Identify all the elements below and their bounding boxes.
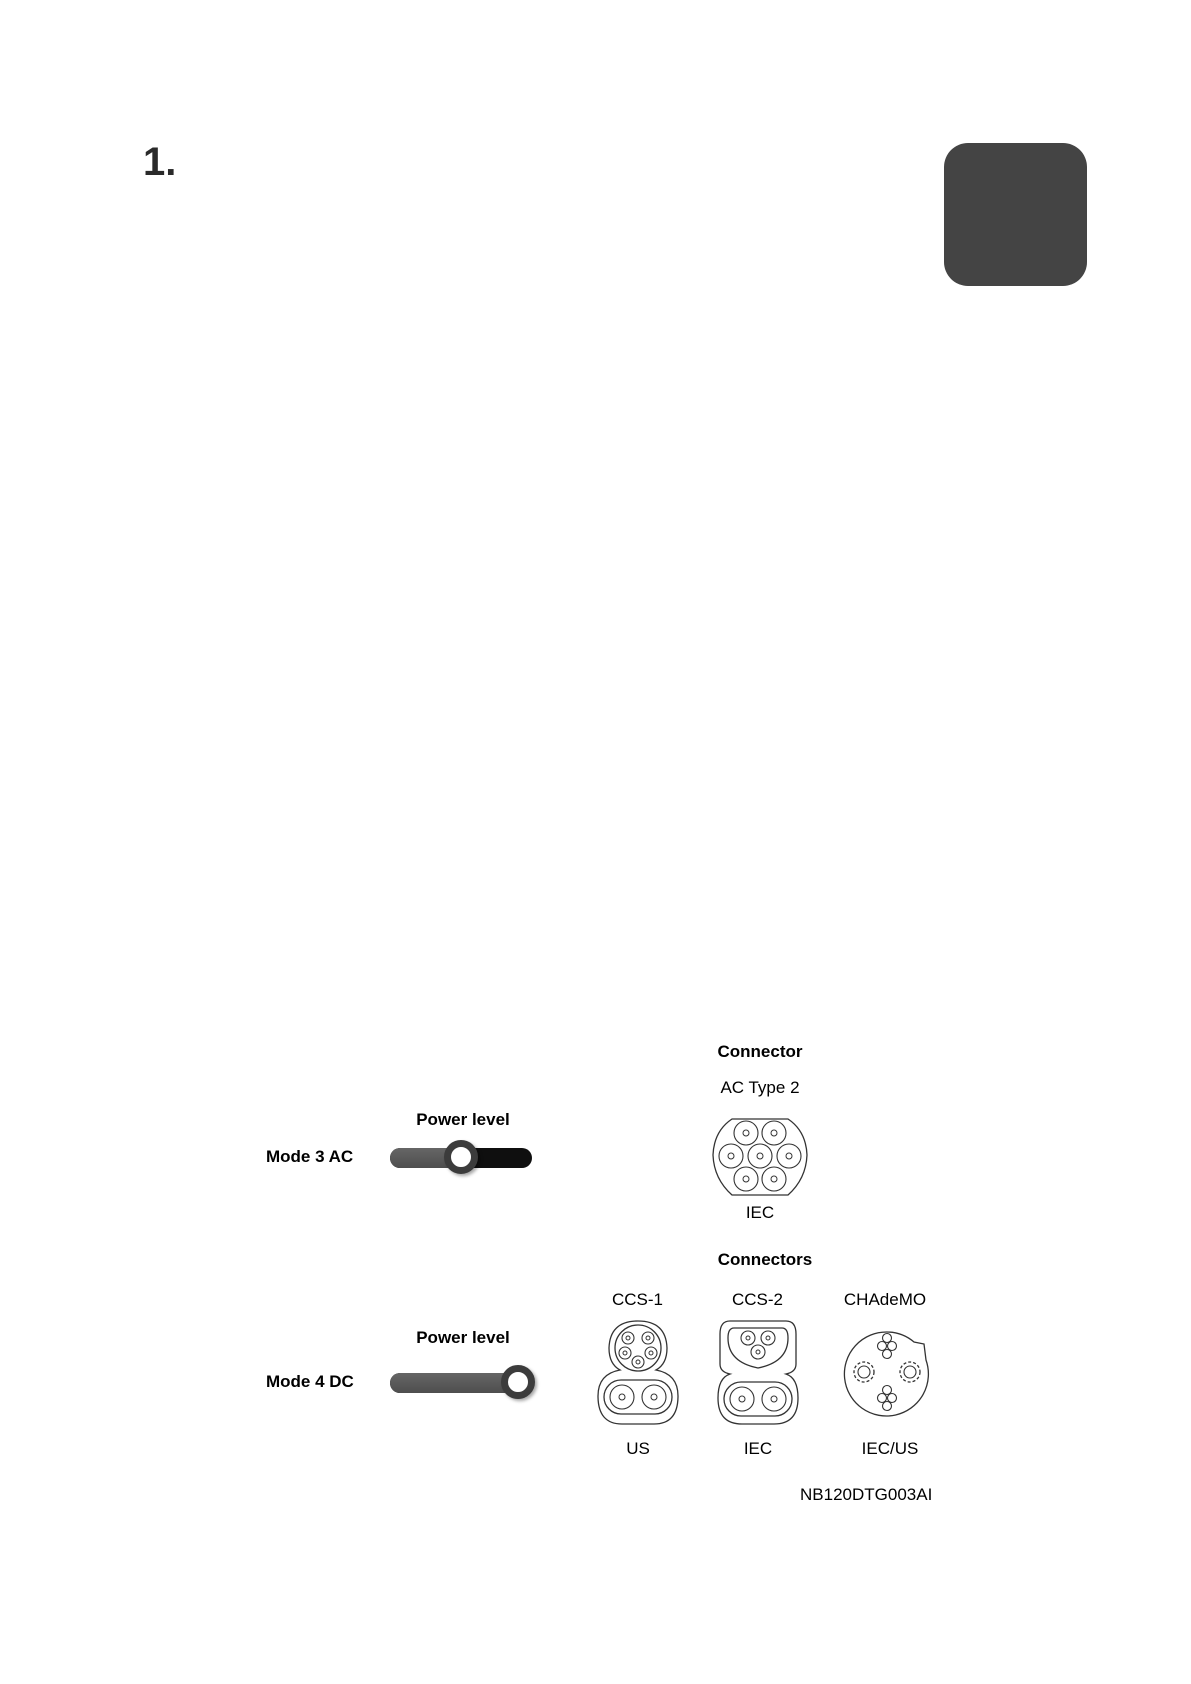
ccs2-name: CCS-2 [731,1290,783,1309]
ac-power-level-label: Power level [416,1110,510,1129]
ac-connector-name: AC Type 2 [720,1078,800,1097]
ccs1-connector-icon [596,1318,680,1430]
figure-code: NB120DTG003AI [800,1485,933,1504]
mode-3-ac-label: Mode 3 AC [266,1147,354,1166]
ac-power-level-thumb [444,1140,478,1174]
ccs1-name: CCS-1 [611,1290,663,1309]
ac-connector-heading: Connector [717,1042,803,1061]
dc-power-level-label: Power level [416,1328,510,1347]
mode-4-dc-label: Mode 4 DC [266,1372,354,1391]
ccs2-standard: IEC [743,1439,773,1458]
ccs2-connector-icon [716,1318,800,1430]
ac-power-level-slider [390,1148,532,1168]
chademo-standard: IEC/US [861,1439,919,1458]
section-number: 1. [143,140,177,184]
dc-power-level-slider [390,1373,532,1393]
chademo-name: CHAdeMO [843,1290,927,1309]
ac-type2-connector-icon [710,1113,810,1199]
dc-power-level-thumb [501,1365,535,1399]
dc-connectors-heading: Connectors [717,1250,813,1269]
ccs1-standard: US [626,1439,650,1458]
chademo-connector-icon [842,1326,932,1422]
ac-connector-standard: IEC [745,1203,775,1222]
